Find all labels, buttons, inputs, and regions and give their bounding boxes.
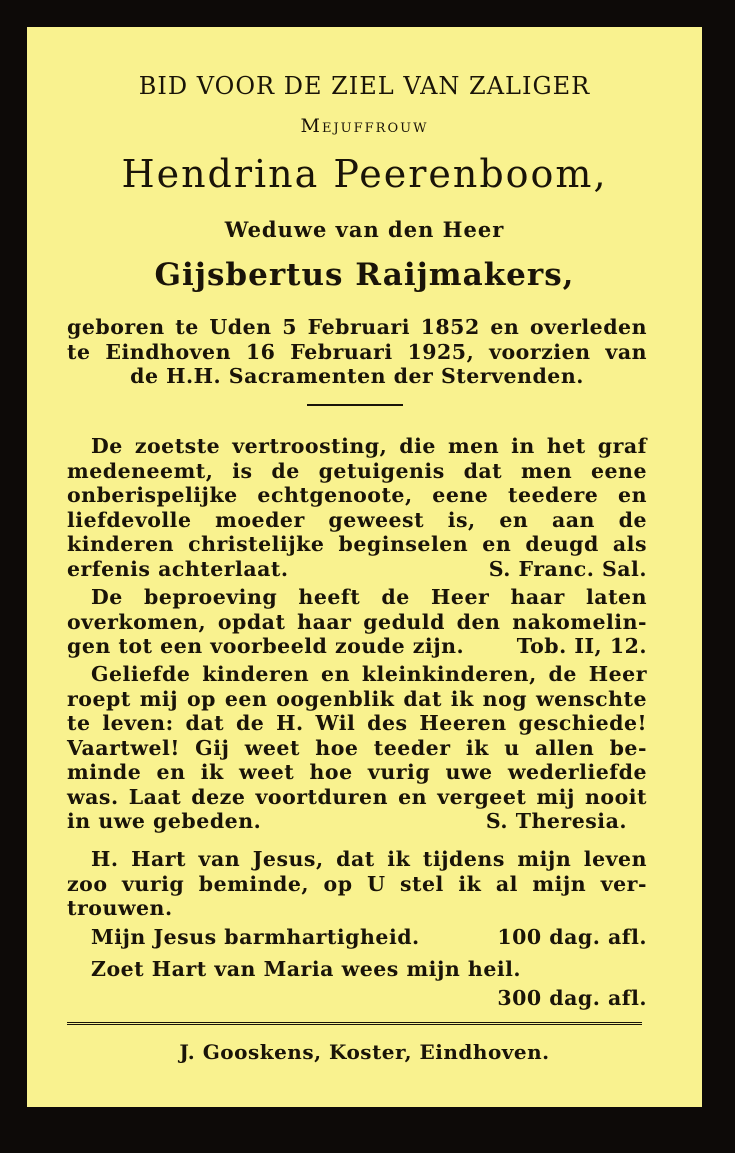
- sacred-heart-prayer: [67, 847, 647, 921]
- deceased-name: Hendrina Peerenboom,: [121, 152, 608, 196]
- quote-line: liefdevolle moeder geweest is, en aan de: [67, 507, 647, 532]
- quote-line: kinderen christelijke beginselen en deugd als: [67, 532, 647, 556]
- quote-line: erfenis achterlaat.: [67, 556, 289, 581]
- quote-line: gen tot een voorbeeld zoude zijn.: [67, 634, 465, 658]
- footer-rule: [67, 1022, 642, 1025]
- quote-line: in uwe gebeden.: [67, 809, 262, 833]
- prayer-heading: BID VOOR DE ZIEL VAN ZALIGER: [138, 72, 591, 100]
- memorial-card: [27, 27, 702, 1107]
- quote-theresia: [67, 662, 647, 834]
- quote-source: S. Franc. Sal.: [488, 556, 647, 581]
- quote-source: S. Theresia.: [485, 809, 627, 833]
- indulgence-row: [67, 957, 647, 1010]
- quote-line: roept mij op een oogenblik dat ik nog wenschte: [67, 686, 647, 711]
- prayer-line: zoo vurig beminde, op U stel ik al mijn ver-: [67, 871, 647, 896]
- quote-last-line: [67, 634, 647, 659]
- quote-line: overkomen, opdat haar geduld den nakomelin-: [67, 609, 647, 634]
- birth-line: te Eindhoven 16 Februari 1925, voorzien van: [67, 339, 647, 364]
- indulgence-prayer: Mijn Jesus barmhartigheid.: [91, 925, 420, 949]
- indulgence-days: 100 dag. afl.: [497, 925, 647, 949]
- quote-line: Vaartwel! Gij weet hoe teeder ik u allen be-: [67, 735, 647, 760]
- widow-of-label: Weduwe van den Heer: [224, 217, 505, 242]
- indulgence-days: 300 dag. afl.: [497, 985, 647, 1010]
- indulgence-prayer: Zoet Hart van Maria wees mijn heil.: [91, 957, 522, 981]
- quote-last-line: [67, 809, 647, 834]
- birth-line: geboren te Uden 5 Februari 1852 en overleden: [67, 315, 647, 339]
- quote-line: medeneemt, is de getuigenis dat men eene: [67, 458, 647, 483]
- indulgence-line: [67, 925, 647, 950]
- quote-line: onberispelijke echtgenoote, eene teedere en: [67, 483, 647, 507]
- birth-death-paragraph: [67, 315, 647, 389]
- husband-name: Gijsbertus Raijmakers,: [154, 257, 575, 293]
- printer-credit: J. Gooskens, Koster, Eindhoven.: [179, 1040, 550, 1064]
- quote-line: te leven: dat de H. Wil des Heeren geschiede!: [67, 711, 647, 735]
- indulgence-row: [67, 925, 647, 950]
- prayer-line: H. Hart van Jesus, dat ik tijdens mijn leven: [91, 847, 647, 871]
- quote-tobit: [67, 585, 647, 659]
- quote-francis-de-sales: [67, 434, 647, 581]
- quote-line: De zoetste vertroosting, die men in het graf: [91, 434, 647, 458]
- quote-source: Tob. II, 12.: [516, 634, 647, 658]
- quote-line: minde en ik weet hoe vurig uwe wederliefde: [67, 760, 647, 784]
- separator-line: [307, 404, 403, 406]
- birth-line: de H.H. Sacramenten der Stervenden.: [130, 364, 584, 388]
- title-mejuffrouw: Mejuffrouw: [300, 115, 429, 137]
- quote-last-line: [67, 557, 647, 582]
- quote-line: De beproeving heeft de Heer haar laten: [91, 585, 647, 609]
- prayer-line: trouwen.: [67, 896, 173, 920]
- quote-line: was. Laat deze voortduren en vergeet mij nooit: [67, 784, 647, 809]
- quote-line: Geliefde kinderen en kleinkinderen, de Heer: [91, 662, 647, 686]
